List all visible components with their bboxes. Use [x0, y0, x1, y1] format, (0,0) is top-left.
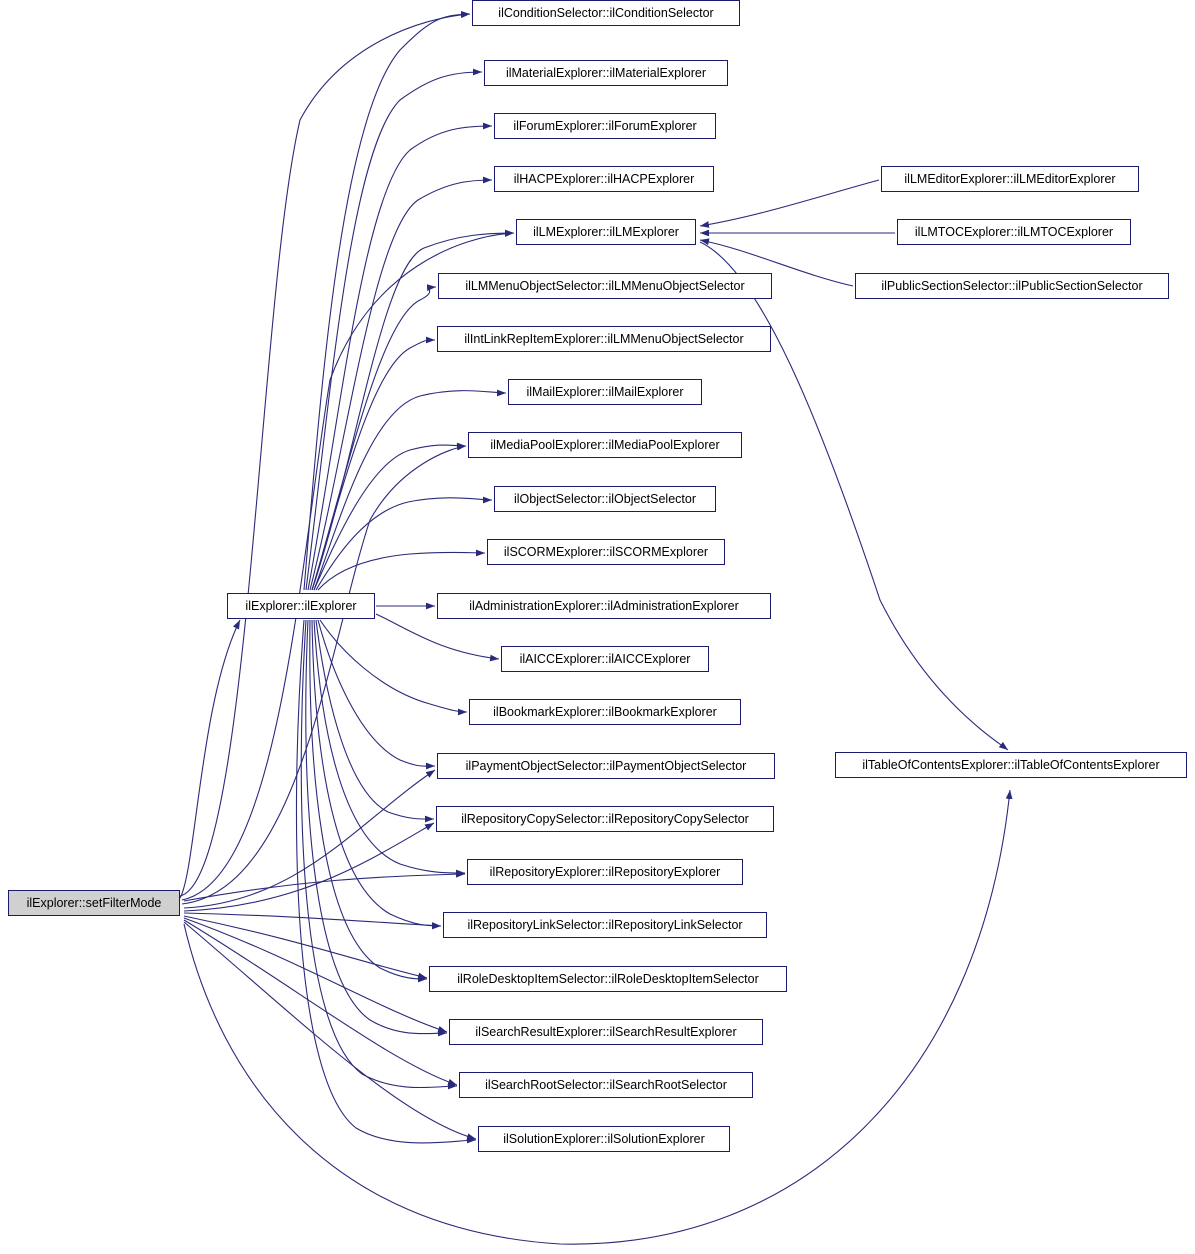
node-label: ilObjectSelector::ilObjectSelector [513, 491, 697, 506]
node-ilpublicsectionselector[interactable] [855, 273, 1169, 299]
node-ilmeditorexplorer[interactable] [881, 166, 1139, 192]
node-ilrepositoryexplorer[interactable] [467, 859, 743, 885]
node-label: ilPaymentObjectSelector::ilPaymentObjectSelector [465, 758, 747, 773]
node-ilexplorer[interactable] [227, 593, 375, 619]
node-ilaiccexplorer[interactable] [501, 646, 709, 672]
node-label: ilLMEditorExplorer::ilLMEditorExplorer [904, 171, 1116, 186]
node-label: ilRepositoryLinkSelector::ilRepositoryLinkSelector [467, 917, 743, 932]
node-ilobjectselector[interactable] [494, 486, 716, 512]
node-ilintlinkrepitemexplorer[interactable] [437, 326, 771, 352]
node-label: ilConditionSelector::ilConditionSelector [498, 5, 714, 20]
node-label: ilRoleDesktopItemSelector::ilRoleDesktopItemSelector [457, 971, 759, 986]
node-label: ilIntLinkRepItemExplorer::ilLMMenuObjectSelector [464, 331, 744, 346]
node-ilbookmarkexplorer[interactable] [469, 699, 741, 725]
node-label: ilSearchResultExplorer::ilSearchResultExplorer [475, 1024, 737, 1039]
node-label: ilMaterialExplorer::ilMaterialExplorer [505, 65, 707, 80]
node-label: ilAdministrationExplorer::ilAdministrationExplorer [469, 598, 739, 613]
node-label: ilRepositoryExplorer::ilRepositoryExplorer [489, 864, 721, 879]
node-ilsolutionexplorer[interactable] [478, 1126, 730, 1152]
node-label: ilLMTOCExplorer::ilLMTOCExplorer [914, 224, 1114, 239]
node-label: ilTableOfContentsExplorer::ilTableOfContentsExplorer [862, 757, 1160, 772]
node-label: ilForumExplorer::ilForumExplorer [513, 118, 697, 133]
node-ilmmenuobjectselector[interactable] [438, 273, 772, 299]
node-ilhacpexplorer[interactable] [494, 166, 714, 192]
node-iladministrationexplorer[interactable] [437, 593, 771, 619]
node-label: ilLMMenuObjectSelector::ilLMMenuObjectSelector [465, 278, 745, 293]
node-label: ilHACPExplorer::ilHACPExplorer [513, 171, 695, 186]
node-label: ilExplorer::setFilterMode [26, 895, 162, 910]
node-ilmaterialexplorer[interactable] [484, 60, 728, 86]
node-iltableofcontentsexplorer[interactable] [835, 752, 1187, 778]
node-ilmailexplorer[interactable] [508, 379, 702, 405]
node-label: ilAICCExplorer::ilAICCExplorer [519, 651, 691, 666]
node-ilforumexplorer[interactable] [494, 113, 716, 139]
node-ilmediapoolexplorer[interactable] [468, 432, 742, 458]
node-ilrepositorycopyselector[interactable] [436, 806, 774, 832]
node-label: ilLMExplorer::ilLMExplorer [533, 224, 679, 239]
node-ilroledesktopitemselector[interactable] [429, 966, 787, 992]
node-ilrepositorylinkselector[interactable] [443, 912, 767, 938]
node-label: ilMediaPoolExplorer::ilMediaPoolExplorer [490, 437, 720, 452]
node-label: ilMailExplorer::ilMailExplorer [526, 384, 684, 399]
node-label: ilPublicSectionSelector::ilPublicSectionSelector [881, 278, 1143, 293]
node-ilpaymentobjectselector[interactable] [437, 753, 775, 779]
node-ilsearchresultexplorer[interactable] [449, 1019, 763, 1045]
node-ilsearchrootselector[interactable] [459, 1072, 753, 1098]
node-label: ilBookmarkExplorer::ilBookmarkExplorer [493, 704, 717, 719]
node-ilmtocexplorer[interactable] [897, 219, 1131, 245]
node-label: ilSolutionExplorer::ilSolutionExplorer [503, 1131, 705, 1146]
node-root[interactable] [8, 890, 180, 916]
node-label: ilExplorer::ilExplorer [245, 598, 357, 613]
node-label: ilSCORMExplorer::ilSCORMExplorer [503, 544, 709, 559]
node-ilscormexplorer[interactable] [487, 539, 725, 565]
node-label: ilSearchRootSelector::ilSearchRootSelector [485, 1077, 727, 1092]
node-ilconditionselector[interactable] [472, 0, 740, 26]
node-ilmexplorer[interactable] [516, 219, 696, 245]
node-label: ilRepositoryCopySelector::ilRepositoryCopySelector [461, 811, 749, 826]
